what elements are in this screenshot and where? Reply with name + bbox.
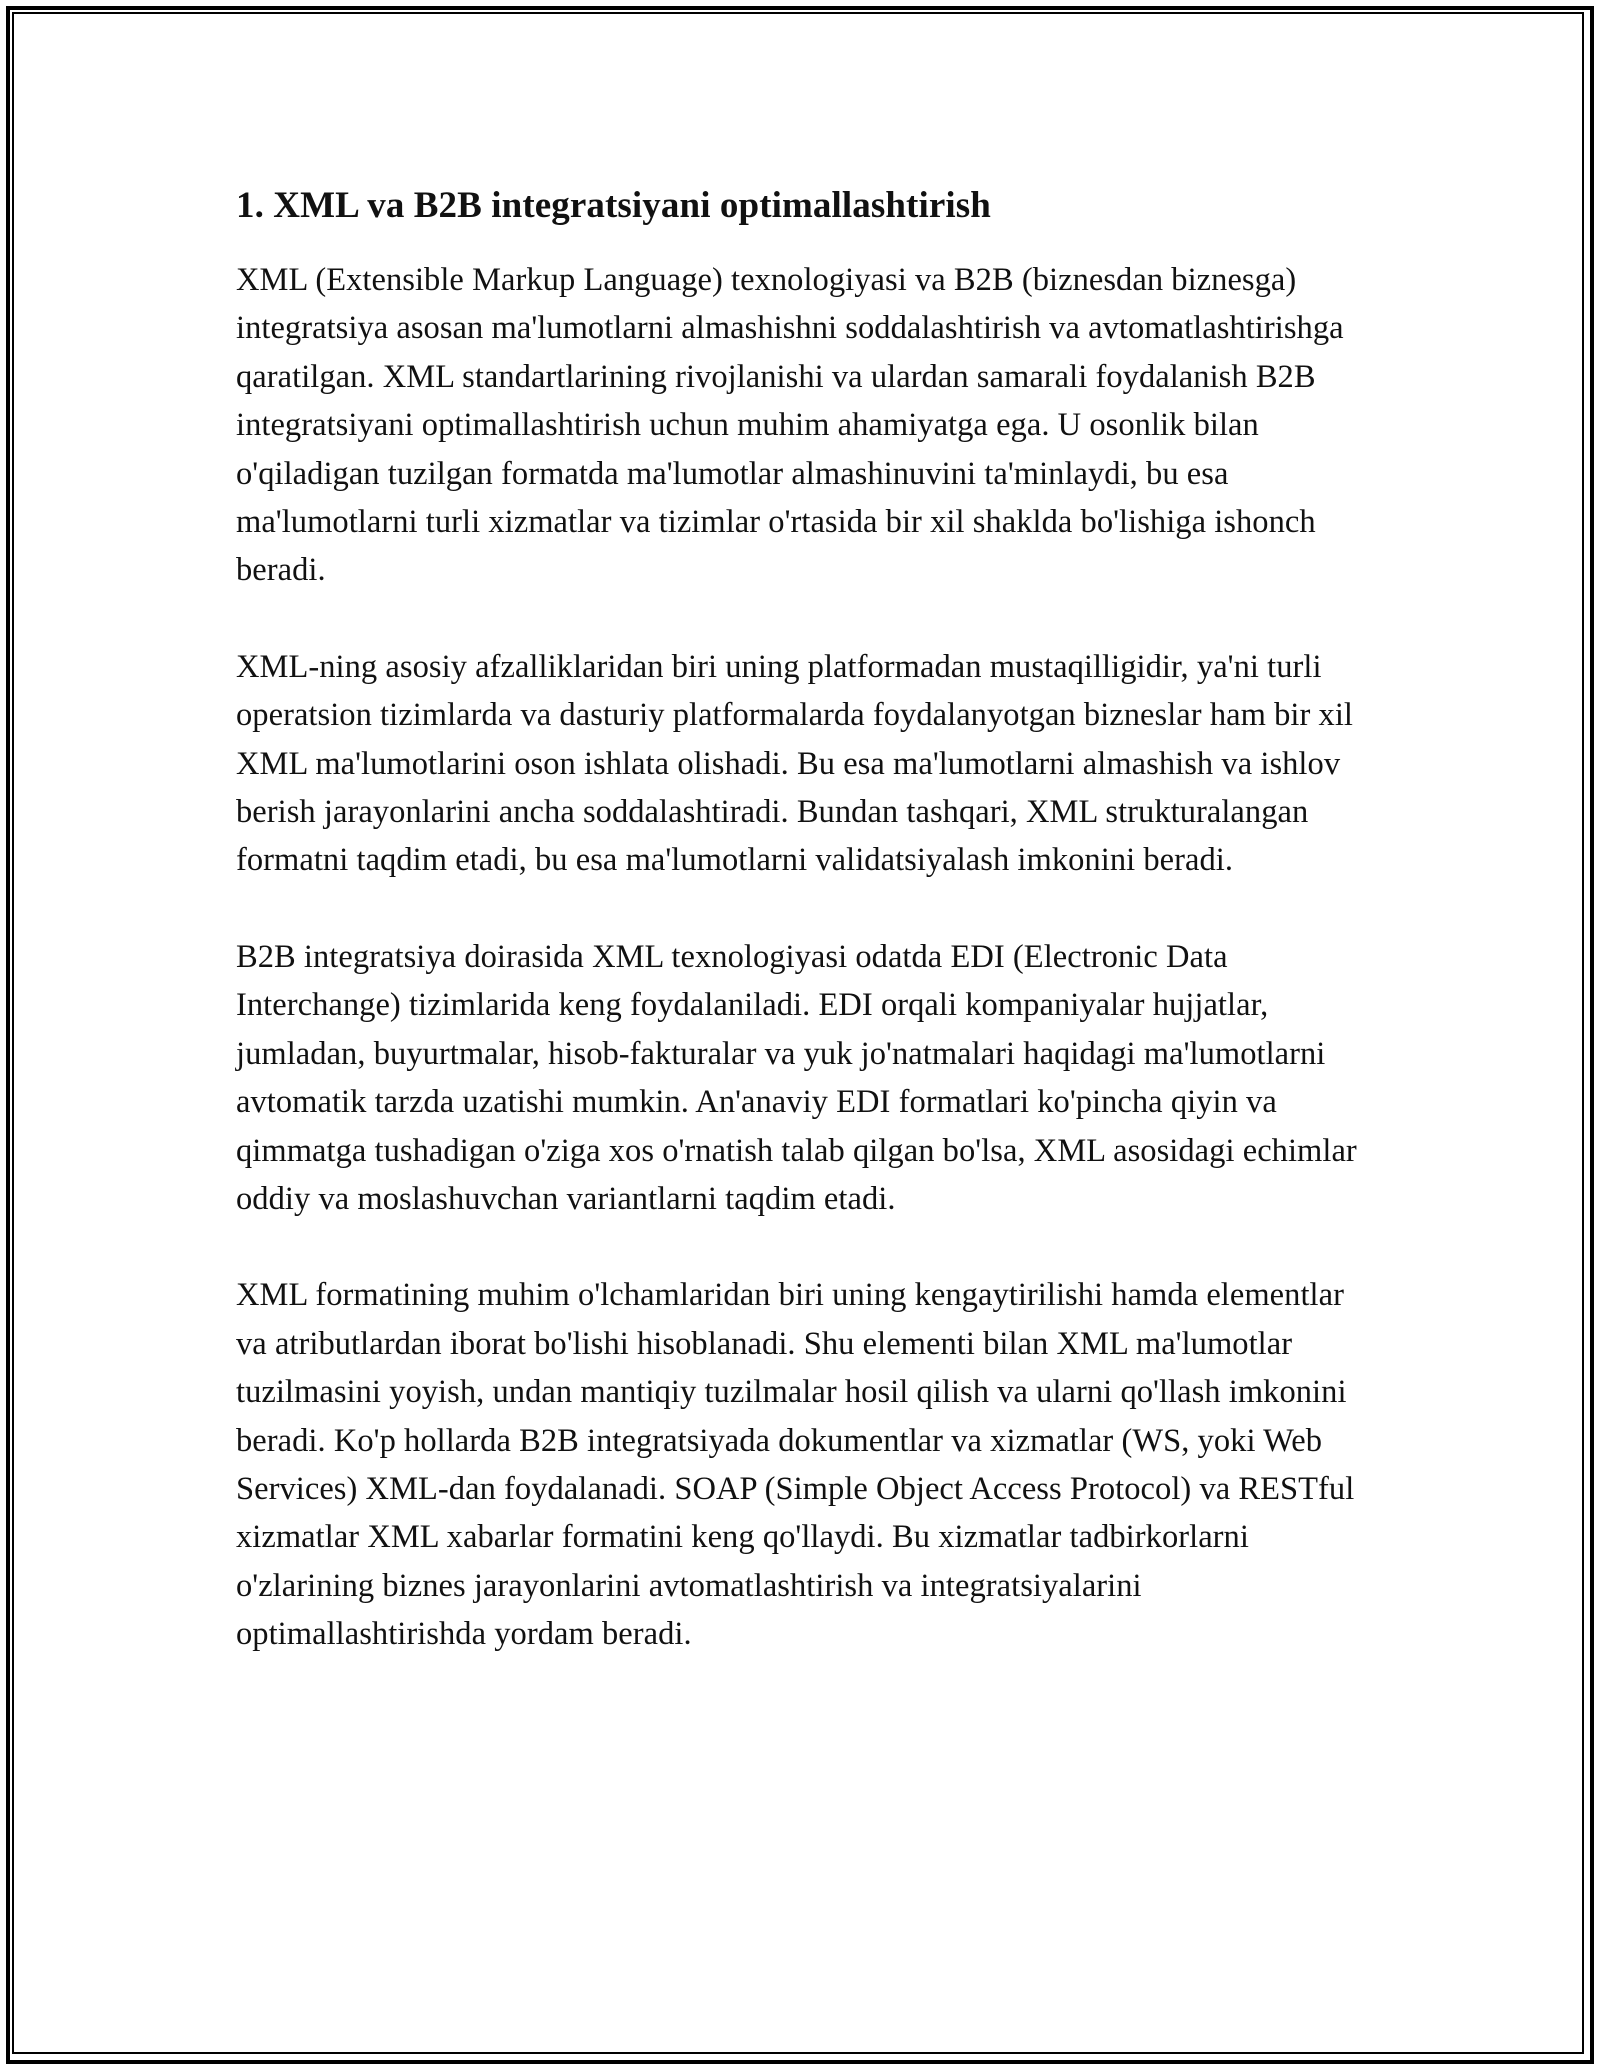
paragraph-4: XML formatining muhim o'lchamlaridan biri uning kengaytirilishi hamda elementlar va atributlardan iborat bo'lishi hisoblanadi. Shu elementi bilan XML ma'lumotlar tuzilmasini yoyish, undan mantiqiy tuzilmalar hosil qilish va ularni qo'llash imkonini beradi. Ko'p hollarda B2B integratsiyada dokumentlar va xizmatlar (WS, yoki Web Services) XML-dan foydalanadi. SOAP (Simple Object Access Protocol) va RESTful xizmatlar XML xabarlar formatini keng qo'llaydi. Bu xizmatlar tadbirkorlarni o'zlarining biznes jarayonlarini avtomatlashtirish va integratsiyalarini optimallashtirishda yordam beradi. — [236, 1277, 1355, 1653]
paragraph-1: XML (Extensible Markup Language) texnologiyasi va B2B (biznesdan biznesga) integratsiya asosan ma'lumotlarni almashishni soddalashtirish va avtomatlashtirishga qaratilgan. XML standartlarining rivojlanishi va ulardan samarali foydalanish B2B integratsiyani optimallashtirish uchun muhim ahamiyatga ega. U osonlik bilan o'qiladigan tuzilgan formatda ma'lumotlar almashinuvini ta'minlaydi, bu esa ma'lumotlarni turli xizmatlar va tizimlar o'rtasida bir xil shaklda bo'lishiga ishonch beradi. — [236, 262, 1344, 589]
paragraph-3: B2B integratsiya doirasida XML texnologiyasi odatda EDI (Electronic Data Interchange) tizimlarida keng foydalaniladi. EDI orqali kompaniyalar hujjatlar, jumladan, buyurtmalar, hisob-fakturalar va yuk jo'natmalari haqidagi ma'lumotlarni avtomatik tarzda uzatishi mumkin. An'anaviy EDI formatlari ko'pincha qiyin va qimmatga tushadigan o'ziga xos o'rnatish talab qilgan bo'lsa, XML asosidagi echimlar oddiy va moslashuvchan variantlarni taqdim etadi. — [236, 938, 1357, 1217]
section-heading: 1. XML va B2B integratsiyani optimallashtirish — [236, 185, 991, 226]
document-body — [236, 184, 1366, 1707]
paragraph-2: XML-ning asosiy afzalliklaridan biri uning platformadan mustaqilligidir, ya'ni turli operatsion tizimlarda va dasturiy platformalarda foydalanyotgan bizneslar ham bir xil XML ma'lumotlarini oson ishlata olishadi. Bu esa ma'lumotlarni almashish va ishlov berish jarayonlarini ancha soddalashtiradi. Bundan tashqari, XML strukturalangan formatni taqdim etadi, bu esa ma'lumotlarni validatsiyalash imkonini beradi. — [236, 648, 1353, 879]
